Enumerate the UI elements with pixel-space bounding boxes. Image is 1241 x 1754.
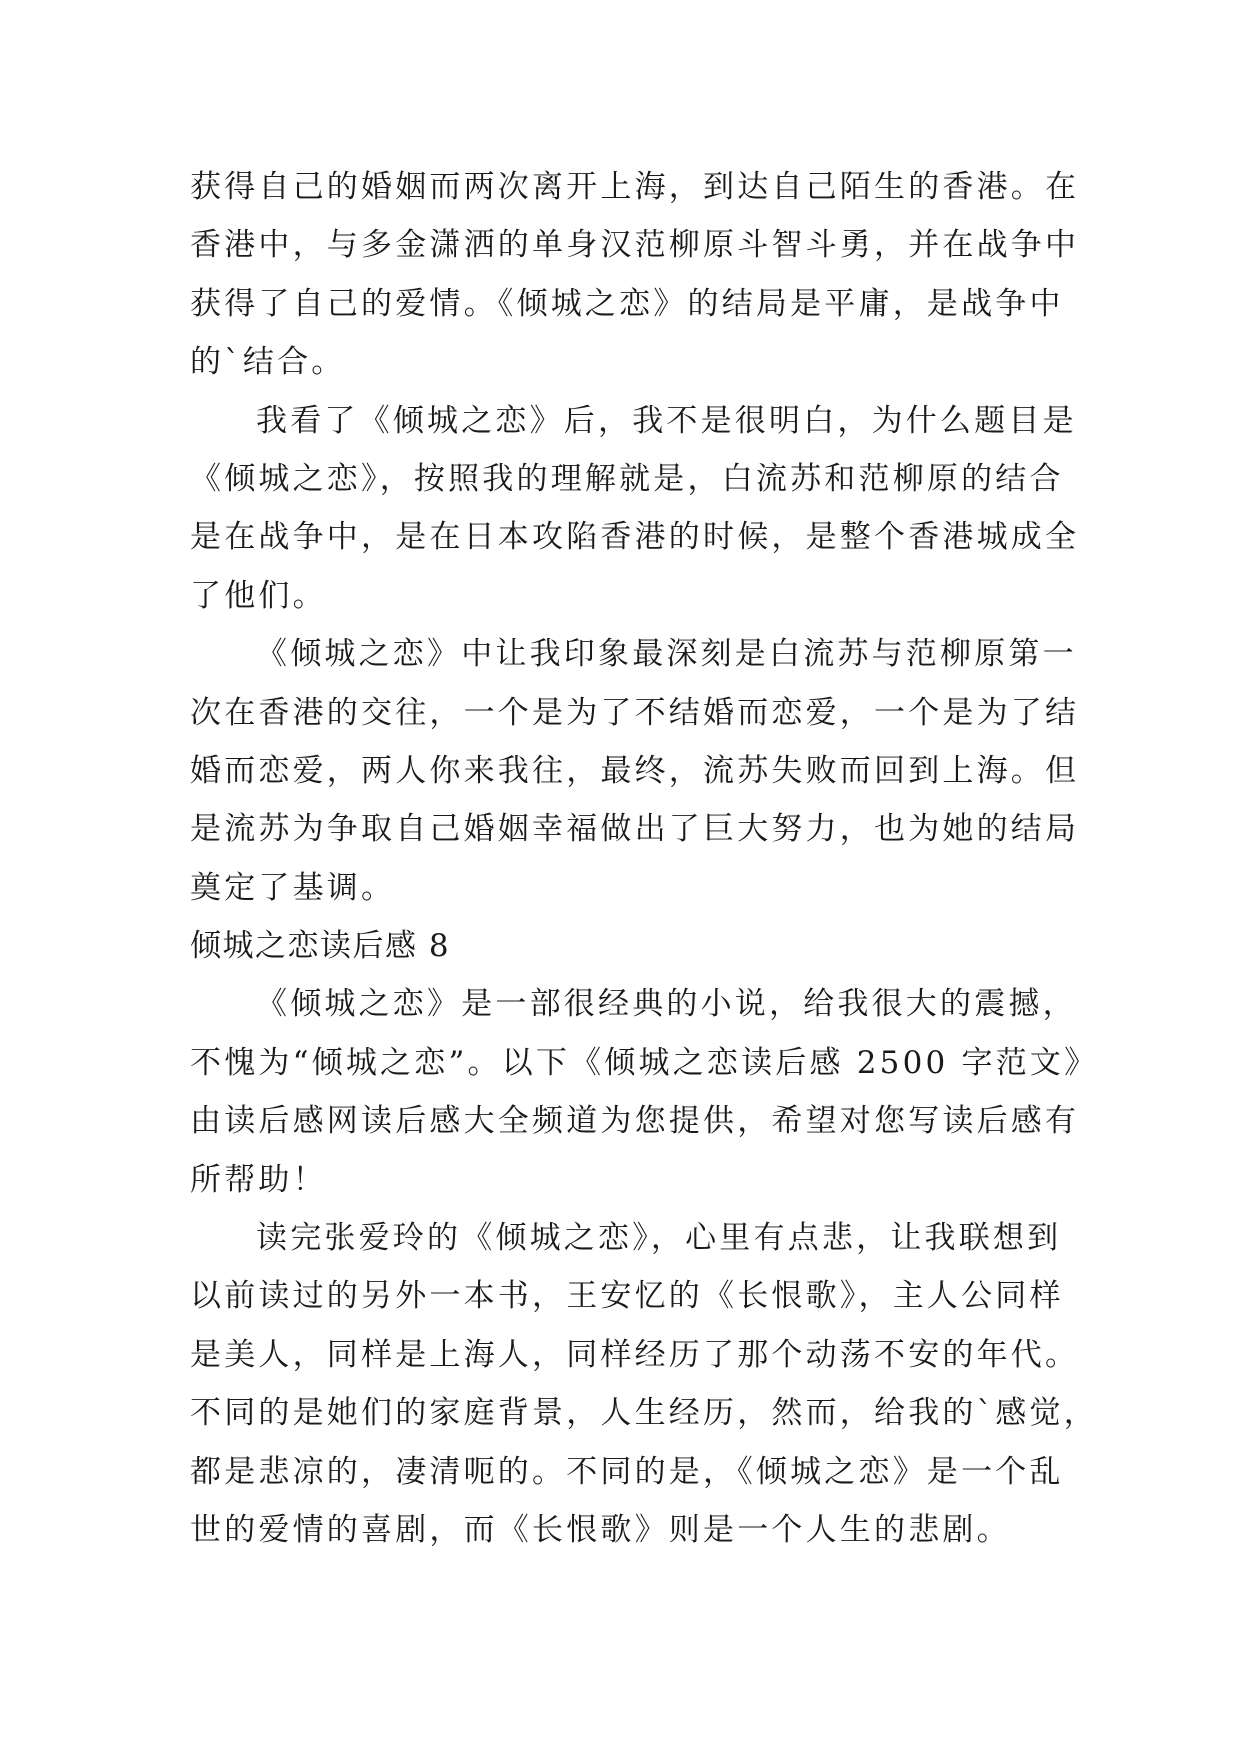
text-line: 不愧为“倾城之恋”。以下《倾城之恋读后感 2500 字范文》 <box>190 1044 1099 1081</box>
text-line: 获得了自己的爱情。《倾城之恋》的结局是平庸，是战争中 <box>190 285 1064 322</box>
paragraph <box>190 625 1080 917</box>
text-line: 香港中，与多金潇洒的单身汉范柳原斗智斗勇，并在战争中 <box>190 227 1080 264</box>
text-line: 婚而恋爱，两人你来我往，最终，流苏失败而回到上海。但 <box>190 752 1080 789</box>
text-line: 《倾城之恋》中让我印象最深刻是白流苏与范柳原第一 <box>256 636 1077 673</box>
paragraph <box>190 392 1080 626</box>
text-line: 不同的是她们的家庭背景，人生经历，然而，给我的`感觉， <box>190 1395 1098 1432</box>
text-line: 都是悲凉的，凄清呃的。不同的是，《倾城之恋》是一个乱 <box>190 1453 1064 1490</box>
text-line: 是在战争中，是在日本攻陷香港的时候，是整个香港城成全 <box>190 519 1080 556</box>
text-line: 的`结合。 <box>190 344 346 381</box>
text-line: 获得自己的婚姻而两次离开上海，到达自己陌生的香港。在 <box>190 169 1080 205</box>
text-line: 奠定了基调。 <box>190 869 396 906</box>
text-line: 了他们。 <box>190 577 327 614</box>
text-line: 所帮助！ <box>190 1161 327 1198</box>
text-line: 世的爱情的喜剧，而《长恨歌》则是一个人生的悲剧。 <box>190 1511 1011 1548</box>
document-page <box>190 158 1099 1559</box>
text-line: 我看了《倾城之恋》后，我不是很明白，为什么题目是 <box>256 402 1077 439</box>
heading-text: 倾城之恋读后感 8 <box>190 928 451 965</box>
text-line: 《倾城之恋》是一部很经典的小说，给我很大的震撼， <box>256 986 1077 1023</box>
text-line: 《倾城之恋》，按照我的理解就是，白流苏和范柳原的结合 <box>190 460 1064 497</box>
text-line: 由读后感网读后感大全频道为您提供，希望对您写读后感有 <box>190 1103 1080 1140</box>
text-line: 以前读过的另外一本书，王安忆的《长恨歌》，主人公同样 <box>190 1278 1064 1315</box>
paragraph <box>190 975 1099 1209</box>
paragraph <box>190 158 1080 392</box>
paragraph <box>190 1209 1098 1559</box>
section-heading <box>190 917 1050 975</box>
text-line: 是流苏为争取自己婚姻幸福做出了巨大努力，也为她的结局 <box>190 811 1080 848</box>
text-line: 读完张爱玲的《倾城之恋》，心里有点悲，让我联想到 <box>256 1220 1062 1257</box>
text-line: 是美人，同样是上海人，同样经历了那个动荡不安的年代。 <box>190 1336 1080 1373</box>
text-line: 次在香港的交往，一个是为了不结婚而恋爱，一个是为了结 <box>190 694 1080 731</box>
